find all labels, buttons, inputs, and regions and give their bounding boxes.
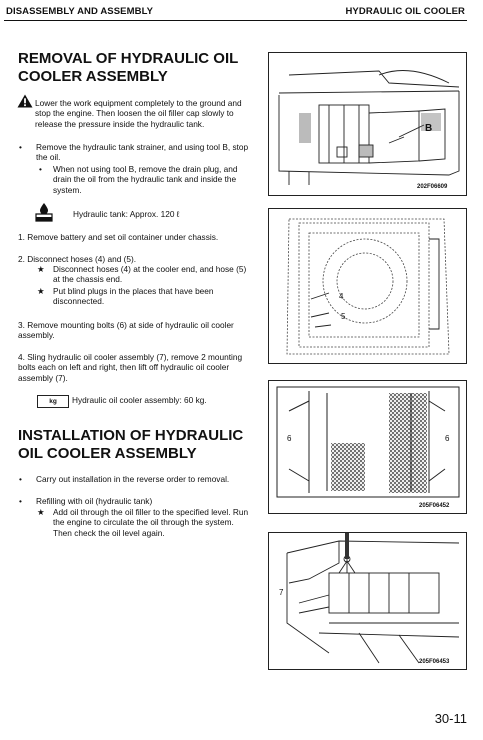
figure-4-code: 205F06453 [419,659,450,665]
figure-1-code: 202F06609 [417,184,448,190]
installation-title-line2: OIL COOLER ASSEMBLY [18,445,197,462]
figure-hydraulic-tank-strainer [268,52,467,196]
removal-step-2-star-2: Put blind plugs in the places that have been disconnected. [53,286,214,307]
header-section-title: DISASSEMBLY AND ASSEMBLY [6,6,154,17]
weight-kg-icon: kg [37,395,69,408]
figure-3-label-6-left: 6 [287,434,292,443]
removal-title-line1: REMOVAL OF HYDRAULIC OIL [18,50,239,67]
figure-2-drawing [269,209,466,363]
figure-3-label-6-right: 6 [445,434,450,443]
removal-step-1: 1. Remove battery and set oil container under chassis. [18,232,219,242]
figure-2-label-5: 5 [341,312,346,321]
oil-tank-icon [34,202,54,222]
warning-text: Lower the work equipment completely to the ground and stop the engine. Then loosen the oil filler cap slowly to release the pressure inside the hydraulic tank. [35,98,242,129]
figure-4-label-7: 7 [279,588,284,597]
header-rule [4,20,467,21]
figure-3-drawing [269,381,466,513]
star-icon: ★ [37,507,45,517]
bullet-dot: • [19,142,22,152]
figure-4-drawing [269,533,466,669]
bullet-dot: • [19,474,22,484]
page-number: 30-11 [434,711,467,726]
installation-bullet-2: Refilling with oil (hydraulic tank) [36,496,153,506]
weight-note: Hydraulic oil cooler assembly: 60 kg. [72,395,207,405]
removal-step-4: 4. Sling hydraulic oil cooler assembly (7), remove 2 mounting bolts each on left and right, then lift off hydraulic oil cooler assembly (7). [18,352,243,383]
installation-bullet-1: Carry out installation in the reverse order to removal. [36,474,230,484]
installation-bullet-2-star: Add oil through the oil filler to the specified level. Run the engine to circulate the oil through the system. Then check the oil level again. [53,507,249,538]
star-icon: ★ [37,264,45,274]
warning-icon [17,94,33,108]
figure-lifting-cooler [268,532,467,670]
figure-1-drawing [269,53,466,195]
figure-1-label-b: B [425,123,433,134]
star-icon: ★ [37,286,45,296]
bullet-dot: • [39,164,42,174]
figure-hoses-disconnect [268,208,467,364]
removal-step-3: 3. Remove mounting bolts (6) at side of hydraulic oil cooler assembly. [18,320,234,341]
bullet-dot: • [19,496,22,506]
removal-bullet-1-sub: When not using tool B, remove the drain plug, and drain the oil from the hydraulic tank and inside the system. [53,164,238,195]
removal-step-2: 2. Disconnect hoses (4) and (5). [18,254,137,264]
header-topic-title: HYDRAULIC OIL COOLER [345,6,465,17]
figure-mounting-bolts [268,380,467,514]
removal-title-line2: COOLER ASSEMBLY [18,68,168,85]
figure-2-label-4: 4 [339,292,344,301]
installation-title-line1: INSTALLATION OF HYDRAULIC [18,427,244,444]
tank-capacity-note: Hydraulic tank: Approx. 120 ℓ [73,209,180,219]
removal-bullet-1: Remove the hydraulic tank strainer, and using tool B, stop the oil. [36,142,249,163]
removal-step-2-star-1: Disconnect hoses (4) at the cooler end, and hose (5) at the chassis end. [53,264,247,285]
figure-3-code: 205F06452 [419,503,450,509]
